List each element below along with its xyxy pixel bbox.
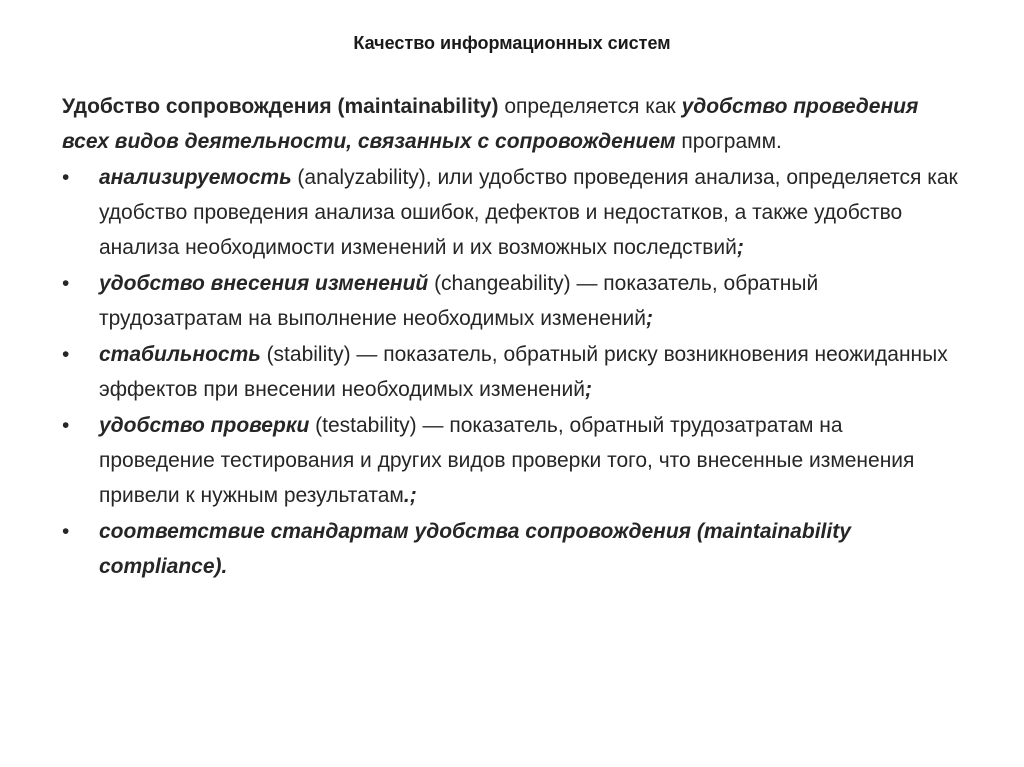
item-term: анализируемость bbox=[99, 166, 292, 189]
slide-title: Качество информационных систем bbox=[353, 33, 671, 53]
item-end: ; bbox=[646, 307, 654, 330]
list-item bbox=[62, 514, 962, 584]
item-end: ; bbox=[736, 236, 744, 259]
item-end: .; bbox=[403, 484, 417, 507]
item-text: (analyzability), или удобство проведения анализа, определяется как удобство проведения анализа ошибок, дефектов и недостатков, а также удобство анализа необходимости изменений и их возможных последствий bbox=[99, 166, 958, 259]
bullet-icon: • bbox=[62, 520, 70, 543]
list-item bbox=[62, 408, 962, 513]
bullet-list bbox=[62, 160, 962, 584]
intro-term: Удобство сопровождения (maintainability) bbox=[62, 95, 499, 118]
intro-text-2: программ. bbox=[675, 130, 782, 153]
slide-content bbox=[62, 89, 962, 585]
item-text: (testability) — показатель, обратный трудозатратам на проведение тестирования и других видов проверки того, что внесенные изменения привели к нужным результатам bbox=[99, 414, 915, 507]
item-term: соответствие стандартам удобства сопровождения (maintainability compliance). bbox=[99, 520, 851, 578]
intro-paragraph bbox=[62, 89, 962, 159]
item-term: стабильность bbox=[99, 343, 261, 366]
intro-emphasis: удобство проведения всех видов деятельности, связанных с сопровождением bbox=[62, 95, 919, 153]
item-text: (changeability) — показатель, обратный трудозатратам на выполнение необходимых изменений bbox=[99, 272, 819, 330]
list-item bbox=[62, 160, 962, 265]
list-item bbox=[62, 266, 962, 336]
item-end: ; bbox=[584, 378, 592, 401]
list-item bbox=[62, 337, 962, 407]
item-term: удобство внесения изменений bbox=[99, 272, 429, 295]
intro-text-1: определяется как bbox=[498, 95, 682, 118]
bullet-icon: • bbox=[62, 414, 70, 437]
bullet-icon: • bbox=[62, 272, 70, 295]
bullet-icon: • bbox=[62, 343, 70, 366]
bullet-icon: • bbox=[62, 166, 70, 189]
item-text: (stability) — показатель, обратный риску возникновения неожиданных эффектов при внесении необходимых изменений bbox=[99, 343, 948, 401]
item-term: удобство проверки bbox=[99, 414, 310, 437]
